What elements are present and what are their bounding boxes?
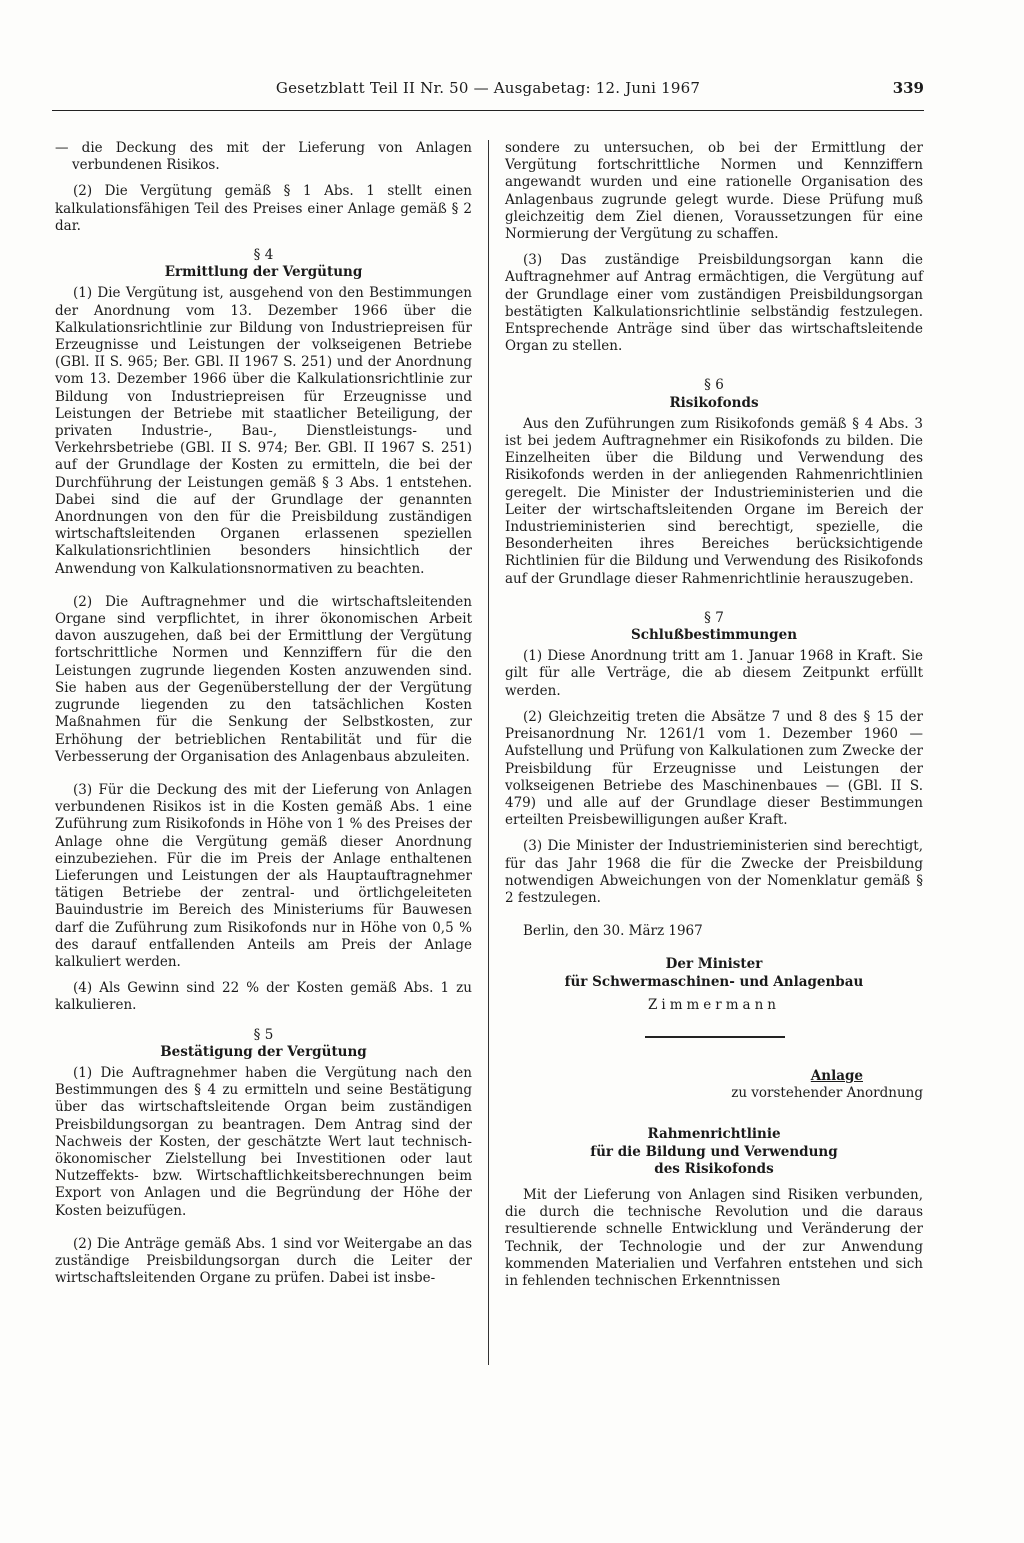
dash-list-item: — die Deckung des mit der Lieferung von Anlagen verbundenen Risikos. — [55, 140, 472, 174]
section-title: Risikofonds — [669, 394, 759, 411]
paragraph: (1) Diese Anordnung tritt am 1. Januar 1968 in Kraft. Sie gilt für alle Verträge, die ab diesem Zeitpunkt erfüllt werden. — [505, 648, 923, 699]
header-title: Gesetzblatt Teil II Nr. 50 — Ausgabetag: 12. Juni 1967 — [275, 79, 701, 97]
paragraph: (2) Die Vergütung gemäß § 1 Abs. 1 stellt einen kalkulationsfähigen Teil des Preises einer Anlage gemäß § 2 dar. — [55, 183, 472, 234]
annex-title-line: des Risikofonds — [654, 1160, 774, 1177]
paragraph: (2) Gleichzeitig treten die Absätze 7 und 8 des § 15 der Preisanordnung Nr. 1261/1 vom 1. Dezember 1960 — Aufstellung und Prüfung von Kalkulationen zum Zwecke der Preisbildung für Erzeugnisse und Leistungen der volkseigenen Betriebe des Maschinenbaues — (GBl. II S. 479) und alle auf der Grundlage dieser Bestimmungen erteilten Preisbewilligungen außer Kraft. — [505, 708, 923, 829]
annex-title-line: für die Bildung und Verwendung — [590, 1143, 838, 1160]
paragraph: (3) Das zuständige Preisbildungsorgan kann die Auftragnehmer auf Antrag ermächtigen, die Vergütung auf der Grundlage einer vom zuständigen Preisbildungsorgan bestätigten Kalkulationsrichtlinie selbständig festzulegen. Entsprechende Anträge sind über das wirtschaftsleitende Organ zu stellen. — [505, 252, 923, 355]
section-title: Ermittlung der Vergütung — [164, 264, 363, 281]
paragraph: (1) Die Vergütung ist, ausgehend von den Bestimmungen der Anordnung vom 13. Dezember 1966 über die Kalkulationsrichtlinie zur Bildung von Industriepreisen für Erzeugnisse und Leistungen der volkseigenen Betriebe (GBl. II S. 965; Ber. GBl. II 1967 S. 251) und der Anordnung vom 13. Dezember 1966 über die Kalkulationsrichtlinie zur Bildung von Industriepreisen für Erzeugnisse und Leistungen der Betriebe mit staatlicher Beteiligung, der privaten Industrie-, Bau-, Dienstleistungs- und Verkehrsbetriebe (GBl. II S. 974; Ber. GBl. II 1967 S. 251) auf der Grundlage der Kosten zu ermitteln, die bei der Durchführung der Leistungen gemäß § 3 Abs. 1 entstehen. Dabei sind die auf der Grundlage der genannten Anordnungen von den für die Preisbildung zuständigen wirtschaftsleitenden Organen erlassenen speziellen Kalkulationsrichtlinien besonders hinsichtlich der Anwendung von Kalkulationsnormativen zu beachten. — [55, 285, 472, 577]
signatory-title: Der Minister — [665, 956, 763, 973]
signatory-ministry: für Schwermaschinen- und Anlagenbau — [564, 973, 864, 990]
left-column — [55, 140, 472, 1287]
section-title: Bestätigung der Vergütung — [160, 1043, 367, 1060]
paragraph: (2) Die Anträge gemäß Abs. 1 sind vor Weitergabe an das zuständige Preisbildungsorgan durch die Leiter der wirtschaftsleitenden Organe zu prüfen. Dabei ist insbe- — [55, 1235, 472, 1287]
paragraph: Mit der Lieferung von Anlagen sind Risiken verbunden, die durch die technische Revolution und die daraus resultierende schnelle Entwicklung und Veränderung der Technik, der Technologie und der zur Anwendung kommenden Materialien und Verfahren entstehen und sich in fehlenden technischen Erkenntnissen — [505, 1186, 923, 1289]
signature-rule — [645, 1036, 785, 1038]
section-number: § 4 — [253, 247, 274, 264]
place-date: Berlin, den 30. März 1967 — [523, 923, 703, 940]
annex-subtitle: zu vorstehender Anordnung — [731, 1085, 923, 1102]
paragraph: Aus den Zuführungen zum Risikofonds gemäß § 4 Abs. 3 ist bei jedem Auftragnehmer ein Risikofonds zu bilden. Die Einzelheiten über die Bildung und Verwendung des Risikofonds werden in der anliegenden Rahmenrichtlinien geregelt. Die Minister der Industrieministerien und die Leiter der wirtschaftsleitenden Organe im Bereich der Industrieministerien sind berechtigt, spezielle, die Besonderheiten ihres Bereiches berücksichtigende Richtlinien für die Bildung und Verwendung des Risikofonds auf der Grundlage dieser Rahmenrichtlinie herauszugeben. — [505, 415, 923, 587]
signatory-name: Zimmermann — [648, 996, 780, 1013]
page-number: 339 — [892, 79, 924, 97]
header-rule — [52, 110, 924, 111]
column-divider — [488, 140, 489, 1365]
paragraph: (3) Für die Deckung des mit der Lieferung von Anlagen verbundenen Risikos ist in die Kosten gemäß Abs. 1 eine Zuführung zum Risikofonds in Höhe von 1 % des Preises der Anlage ohne die Vergütung gemäß dieser Anordnung einzubeziehen. Für die im Preis der Anlage enthaltenen Lieferungen und Leistungen der als Hauptauftragnehmer tätigen Betriebe der zentral- und örtlichgeleiteten Bauindustrie im Bereich des Ministeriums für Bauwesen darf die Zuführung zum Risikofonds nur in Höhe von 0,5 % des darauf entfallenden Anteils am Preis der Anlage kalkuliert werden. — [55, 781, 472, 970]
paragraph: (3) Die Minister der Industrieministerien sind berechtigt, für das Jahr 1968 die für die Zwecke der Preisbildung notwendigen Abweichungen von der Nomenklatur gemäß § 2 festzulegen. — [505, 838, 923, 906]
section-number: § 6 — [704, 377, 724, 394]
paragraph: (4) Als Gewinn sind 22 % der Kosten gemäß Abs. 1 zu kalkulieren. — [55, 980, 472, 1014]
right-column — [505, 140, 923, 1290]
section-number: § 7 — [704, 609, 724, 626]
paragraph-continuation: sondere zu untersuchen, ob bei der Ermittlung der Vergütung fortschrittliche Normen und Kennziffern angewandt wurden und eine rationelle Organisation des Anlagenbaus zugrunde gelegt wurde. Diese Prüfung muß gleichzeitig dem Ziel dienen, Voraussetzungen für eine Normierung der Vergütung zu schaffen. — [505, 140, 923, 243]
annex-label: Anlage — [810, 1067, 863, 1084]
annex-title-line: Rahmenrichtlinie — [647, 1126, 781, 1143]
section-title: Schlußbestimmungen — [630, 627, 798, 644]
page-header — [52, 80, 924, 102]
section-number: § 5 — [253, 1026, 274, 1043]
paragraph: (1) Die Auftragnehmer haben die Vergütung nach den Bestimmungen des § 4 zu ermitteln und seine Bestätigung über das wirtschaftsleitende Organ beim zuständigen Preisbildungsorgan zu beantragen. Dem Antrag sind der Nachweis der Kosten, der geschätzte Wert laut technisch-ökonomischer Zielstellung bei Investitionen oder laut Nutzeffekts- bzw. Wirtschaftlichkeitsberechnungen beim Export von Anlagen und die Begründung der Höhe der Kosten beizufügen. — [55, 1064, 472, 1219]
paragraph: (2) Die Auftragnehmer und die wirtschaftsleitenden Organe sind verpflichtet, in ihrer ökonomischen Arbeit davon auszugehen, daß bei der Ermittlung der Vergütung fortschrittliche Normen und Kennziffern für die den Leistungen zugrunde liegenden Kosten anzuwenden sind. Sie haben aus der Gegenüberstellung der der Vergütung zugrunde liegenden zu den tatsächlichen Kosten Maßnahmen für die Senkung der Selbstkosten, zur Erhöhung der betrieblichen Rentabilität und für die Verbesserung der Organisation des Anlagenbaus abzuleiten. — [55, 593, 472, 765]
